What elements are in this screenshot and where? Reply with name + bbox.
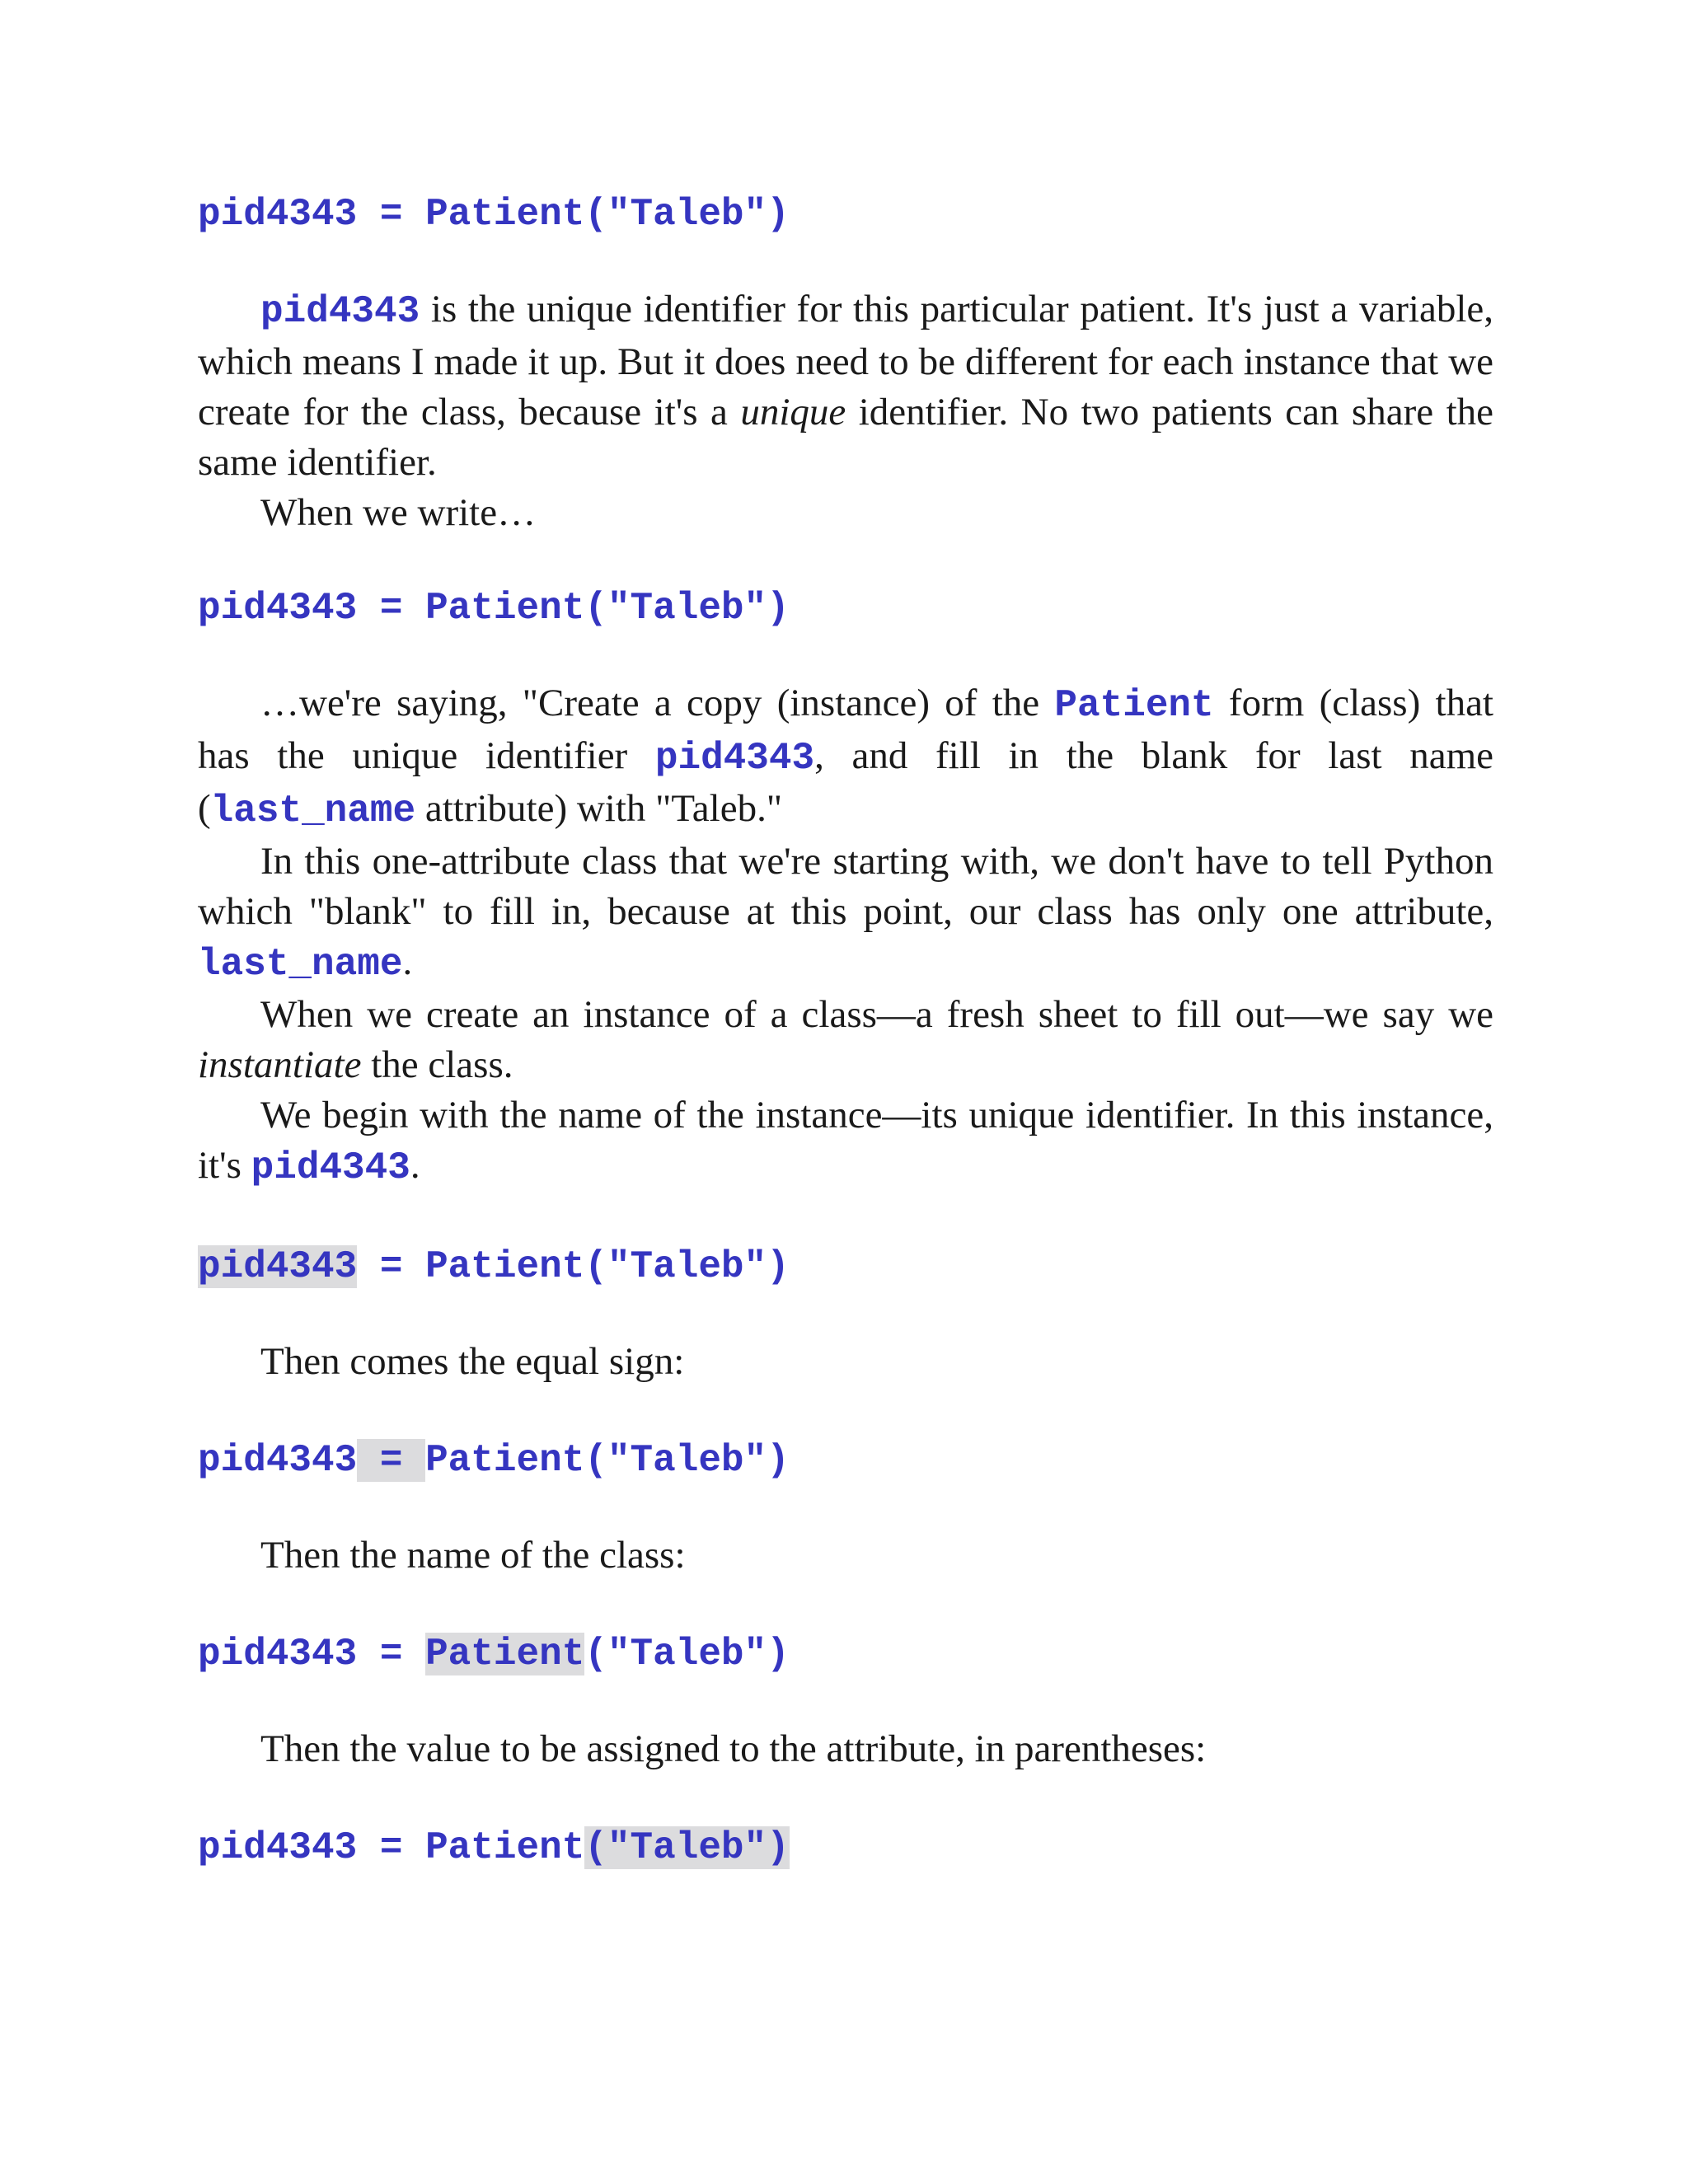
emphasis: unique: [740, 391, 846, 434]
code-arg: ("Taleb"): [584, 193, 790, 236]
inline-code: pid4343: [654, 737, 815, 780]
emphasis: instantiate: [198, 1043, 362, 1086]
code-op: =: [357, 587, 426, 630]
paragraph-equal-sign: Then comes the equal sign:: [260, 1340, 685, 1383]
paragraph-begin-with-name: We begin with the name of the instance—its unique identifier. In this instance, it's pid4343.: [198, 1094, 1493, 1189]
inline-code: pid4343: [260, 290, 420, 333]
code-op: =: [357, 1633, 426, 1675]
code-var: pid4343: [198, 1633, 358, 1675]
inline-code: last_name: [198, 943, 403, 986]
code-line-4-highlight-op: [198, 1432, 1493, 1489]
code-arg: ("Taleb"): [584, 587, 790, 630]
paragraph-one-attribute: In this one-attribute class that we're starting with, we don't have to tell Python which "blank" to fill in, because at this point, our class has only one attribute, last_name.: [198, 840, 1493, 986]
code-var: pid4343: [198, 587, 358, 630]
code-line-5-highlight-class: [198, 1625, 1493, 1683]
paragraph-create-copy: …we're saying, "Create a copy (instance) of the Patient form (class) that has the unique identifier pid4343, and fill in the blank for last name (last_name attribute) with "Taleb.": [198, 682, 1493, 832]
code-line-2: [198, 579, 1493, 637]
code-class: Patient: [425, 1245, 585, 1288]
code-class: Patient: [425, 587, 585, 630]
code-arg: ("Taleb"): [584, 1245, 790, 1288]
code-var: pid4343: [198, 193, 358, 236]
paragraph-class-name: Then the name of the class:: [260, 1534, 686, 1577]
code-class-highlighted: Patient: [425, 1633, 585, 1675]
code-arg: ("Taleb"): [584, 1439, 790, 1482]
code-arg-highlighted: ("Taleb"): [584, 1826, 790, 1869]
code-line-3-highlight-var: [198, 1238, 1493, 1296]
code-line-6-highlight-arg: [198, 1819, 1493, 1877]
code-var: pid4343: [198, 1826, 358, 1869]
code-class: Patient: [425, 1439, 585, 1482]
code-op: =: [357, 1826, 426, 1869]
inline-code: pid4343: [251, 1146, 410, 1189]
code-var: pid4343: [198, 1439, 358, 1482]
code-op: =: [357, 193, 426, 236]
code-arg: ("Taleb"): [584, 1633, 790, 1675]
paragraph-value-assigned: Then the value to be assigned to the attribute, in parentheses:: [260, 1727, 1207, 1770]
paragraph-instantiate: When we create an instance of a class—a fresh sheet to fill out—we say we instantiate the class.: [198, 993, 1493, 1086]
inline-code: Patient: [1054, 684, 1214, 727]
code-line-1: [198, 185, 1493, 243]
code-class: Patient: [425, 193, 585, 236]
code-class: Patient: [425, 1826, 585, 1869]
paragraph-identifier: pid4343 is the unique identifier for this particular patient. It's just a variable, which means I made it up. But it does need to be different for each instance that we create for the class, because it's a unique identifier. No two patients can share the same identifier.: [198, 288, 1493, 484]
document-body: [198, 185, 1493, 1877]
inline-code: last_name: [210, 790, 416, 832]
code-op-highlighted: =: [357, 1439, 426, 1482]
code-var-highlighted: pid4343: [198, 1245, 358, 1288]
code-op: =: [357, 1245, 426, 1288]
paragraph-when-we-write: When we write…: [260, 491, 537, 534]
